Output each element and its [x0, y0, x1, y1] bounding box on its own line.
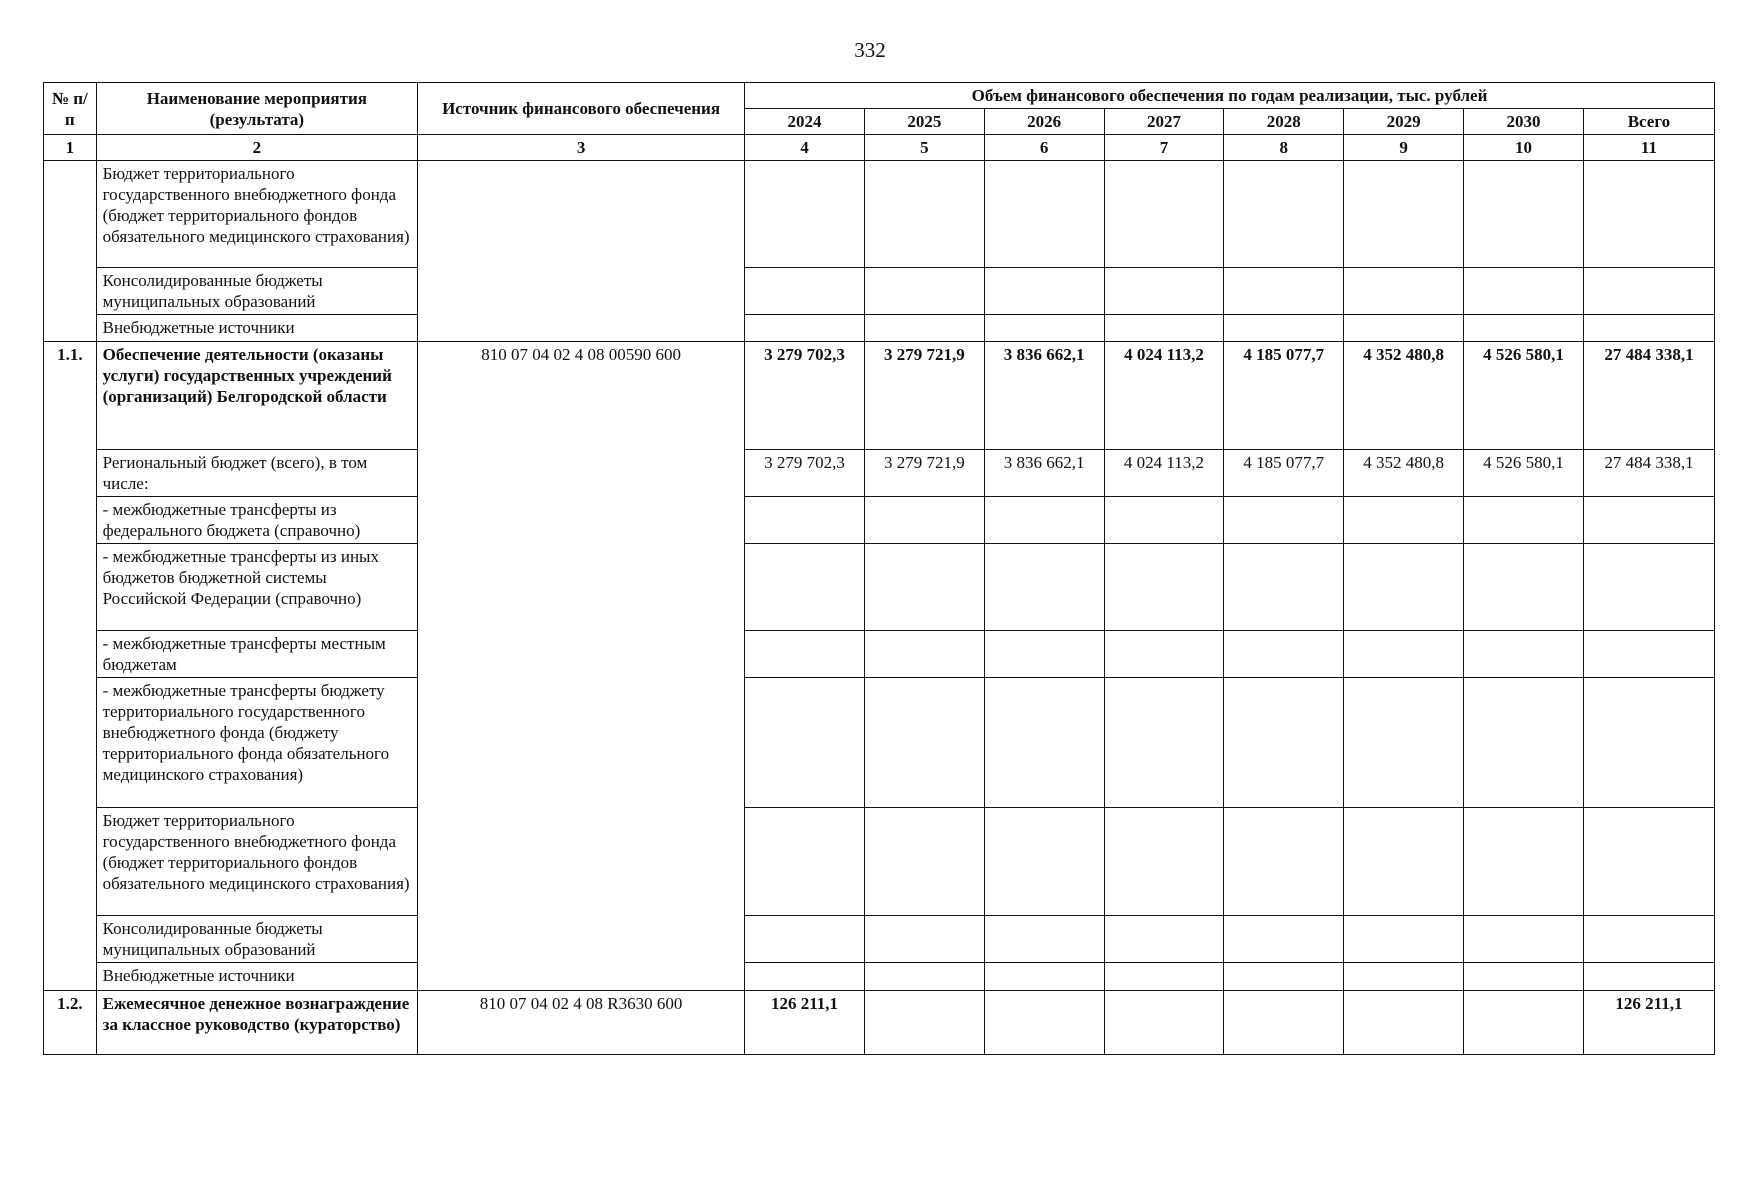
budget-table [43, 82, 1715, 1055]
table-row [44, 268, 1715, 315]
row-label: - межбюджетные трансферты из федерального бюджета (справочно) [96, 497, 417, 544]
colnum-2: 2 [96, 135, 417, 161]
value-2025: 3 279 721,9 [864, 450, 984, 497]
year-2024: 2024 [745, 109, 865, 135]
header-no: № п/п [44, 83, 97, 135]
colnum-4: 4 [745, 135, 865, 161]
table-row [44, 916, 1715, 963]
source-code: 810 07 04 02 4 08 00590 600 [418, 342, 745, 991]
year-2030: 2030 [1464, 109, 1584, 135]
value-2026: 3 836 662,1 [984, 342, 1104, 450]
header-row-1 [44, 83, 1715, 109]
value-2028: 4 185 077,7 [1224, 342, 1344, 450]
table-row [44, 342, 1715, 450]
table-row [44, 631, 1715, 678]
header-name: Наименование мероприятия (результата) [96, 83, 417, 135]
header-source: Источник финансового обеспечения [418, 83, 745, 135]
value-2029: 4 352 480,8 [1344, 342, 1464, 450]
year-2027: 2027 [1104, 109, 1224, 135]
row-label: Бюджет территориального государственного внебюджетного фонда (бюджет территориального фондов обязательного медицинского страхования) [96, 161, 417, 268]
source-code: 810 07 04 02 4 08 R3630 600 [418, 991, 745, 1055]
row-number-empty [44, 161, 97, 342]
row-number: 1.2. [44, 991, 97, 1055]
row-number: 1.1. [44, 342, 97, 991]
colnum-9: 9 [1344, 135, 1464, 161]
row-title: Обеспечение деятельности (оказаны услуги) государственных учреждений (организаций) Белгородской области [96, 342, 417, 450]
colnum-1: 1 [44, 135, 97, 161]
header-volume: Объем финансового обеспечения по годам реализации, тыс. рублей [745, 83, 1715, 109]
page-number: 332 [854, 38, 886, 62]
row-label: - межбюджетные трансферты местным бюджетам [96, 631, 417, 678]
value-2027: 4 024 113,2 [1104, 450, 1224, 497]
row-label: Внебюджетные источники [96, 315, 417, 342]
value-2024: 3 279 702,3 [745, 450, 865, 497]
table-row [44, 963, 1715, 991]
year-2029: 2029 [1344, 109, 1464, 135]
value-total: 126 211,1 [1583, 991, 1714, 1055]
value-2026: 3 836 662,1 [984, 450, 1104, 497]
year-2028: 2028 [1224, 109, 1344, 135]
row-title: Ежемесячное денежное вознаграждение за классное руководство (кураторство) [96, 991, 417, 1055]
value-2029: 4 352 480,8 [1344, 450, 1464, 497]
colnum-5: 5 [864, 135, 984, 161]
colnum-7: 7 [1104, 135, 1224, 161]
column-number-row [44, 135, 1715, 161]
table-row [44, 497, 1715, 544]
row-label: Консолидированные бюджеты муниципальных образований [96, 916, 417, 963]
row-label: Внебюджетные источники [96, 963, 417, 991]
value-2024: 126 211,1 [745, 991, 865, 1055]
row-label: - межбюджетные трансферты бюджету территориального государственного внебюджетного фонда (бюджету территориального фонда обязательного медицинского страхования) [96, 678, 417, 808]
header-total: Всего [1583, 109, 1714, 135]
value-2030: 4 526 580,1 [1464, 450, 1584, 497]
source-empty [418, 161, 745, 342]
table-row [44, 450, 1715, 497]
value-2024: 3 279 702,3 [745, 342, 865, 450]
row-label: Бюджет территориального государственного внебюджетного фонда (бюджет территориального фондов обязательного медицинского страхования) [96, 808, 417, 916]
value-2030: 4 526 580,1 [1464, 342, 1584, 450]
row-label: Региональный бюджет (всего), в том числе: [96, 450, 417, 497]
colnum-11: 11 [1583, 135, 1714, 161]
table-row [44, 808, 1715, 916]
row-label: Консолидированные бюджеты муниципальных образований [96, 268, 417, 315]
table-row [44, 544, 1715, 631]
value-total: 27 484 338,1 [1583, 450, 1714, 497]
table-row [44, 315, 1715, 342]
colnum-8: 8 [1224, 135, 1344, 161]
colnum-6: 6 [984, 135, 1104, 161]
colnum-10: 10 [1464, 135, 1584, 161]
row-label: - межбюджетные трансферты из иных бюджетов бюджетной системы Российской Федерации (справочно) [96, 544, 417, 631]
table-row [44, 991, 1715, 1055]
value-total: 27 484 338,1 [1583, 342, 1714, 450]
table-row [44, 161, 1715, 268]
value-2028: 4 185 077,7 [1224, 450, 1344, 497]
colnum-3: 3 [418, 135, 745, 161]
year-2026: 2026 [984, 109, 1104, 135]
table-row [44, 678, 1715, 808]
year-2025: 2025 [864, 109, 984, 135]
value-2027: 4 024 113,2 [1104, 342, 1224, 450]
value-2025: 3 279 721,9 [864, 342, 984, 450]
